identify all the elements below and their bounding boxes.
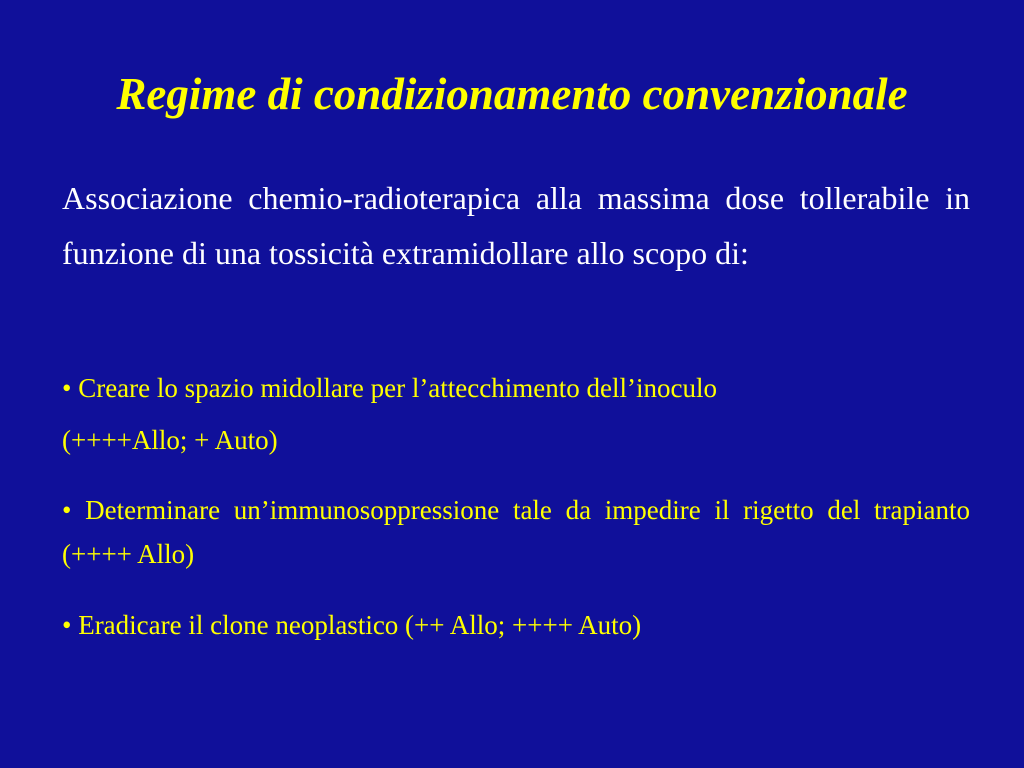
- slide-title: Regime di condizionamento convenzionale: [116, 69, 908, 119]
- bullet-item-eradication: • Eradicare il clone neoplastico (++ Allo; ++++ Auto): [62, 610, 642, 640]
- intro-paragraph: Associazione chemio-radioterapica alla massima dose tollerabile in funzione di una tossicità extramidollare allo scopo di:: [62, 180, 970, 271]
- bullet-detail: (++++Allo; + Auto): [62, 425, 278, 455]
- bullet-text: • Creare lo spazio midollare per l’attecchimento dell’inoculo: [62, 373, 717, 403]
- bullet-item-immunosuppression: • Determinare un’immunosoppressione tale da impedire il rigetto del trapianto (++++ Allo): [62, 495, 970, 569]
- bullet-item-engraftment: [62, 362, 970, 466]
